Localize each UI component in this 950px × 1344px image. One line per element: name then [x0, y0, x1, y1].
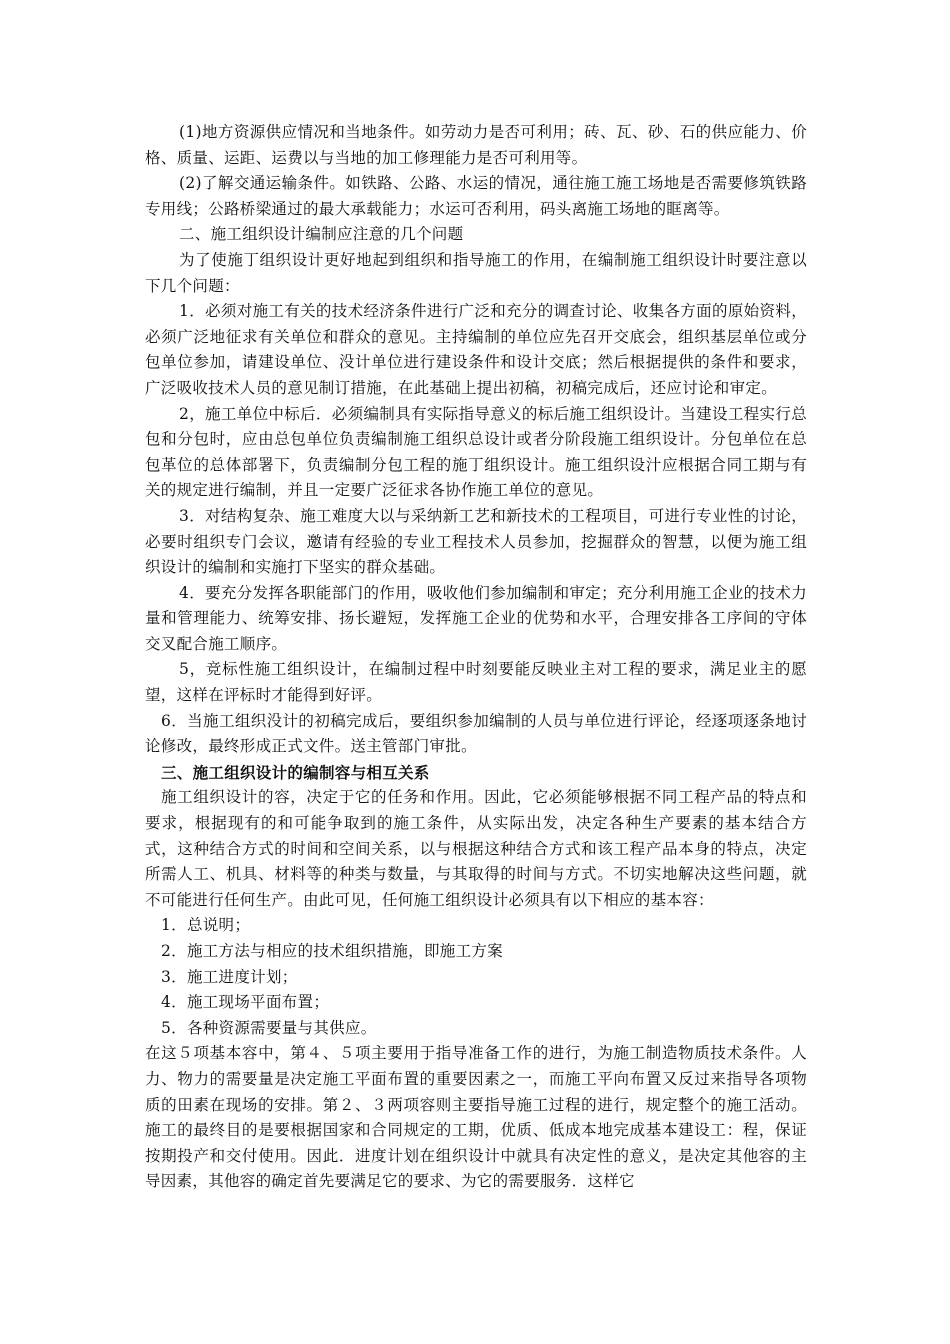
document-page	[145, 120, 807, 1195]
list-item: 4．施工现场平面布置；	[161, 993, 330, 1012]
list-item: 3．施工进度计划；	[161, 967, 298, 986]
paragraph-issue-6: 6．当施工组织没计的初稿完成后，要组织参加编制的人员与单位进行评论，经逐项逐条地讨论修改，最终形成正式文件。送主管部门审批。	[145, 711, 807, 756]
section-heading-3: 三、施工组织设计的编制容与相互关系	[161, 762, 430, 782]
paragraph-resources: (1)地方资源供应情况和当地条件。如劳动力是否可利用；砖、瓦、砂、石的供应能力、价格、质量、运距、运费以与当地的加工修理能力是否可利用等。	[145, 123, 807, 167]
section-heading-2: 二、施工组织设计编制应注意的几个问题	[179, 225, 464, 244]
paragraph-content-intro: 施工组织设计的容，决定于它的任务和作用。因此，它必须能够根据不同工程产品的特点和要求，根据现有的和可能争取到的施工条件，从实际出发，决定各种生产要素的基本结合方式，这种结合方式的时间和空间关系，以与根据这种结合方式和该工程产品本身的特点，决定所需人工、机具、材料等的种类与数量，与其取得的时间与方式。不切实地解决这些问题，就不可能进行任何生产。由此可见，任何施工组织设计必须具有以下相应的基本容：	[145, 788, 807, 909]
paragraph-issue-3: 3．对结构复杂、施工难度大以与采纳新工艺和新技术的工程项目，可进行专业性的讨论，必要时组织专门会议，邀请有经验的专业工程技术人员参加，挖掘群众的智慧，以便为施工组织设计的编制和实施打下坚实的群众基础。	[145, 506, 807, 577]
list-item: 2．施工方法与相应的技术组织措施，即施工方案	[161, 942, 503, 960]
paragraph-relations: 在这５项基本容中，第４、５项主要用于指导准备工作的进行，为施工制造物质技术条件。人力、物力的需要量是决定施工平面布置的重要因素之一，而施工平向布置又反过来指导各项物质的田素在现场的安排。第２、３两项容则主要指导施工过程的进行，规定整个的施工活动。施工的最终目的是要根据国家和合同规定的工期，优质、低成本地完成基本建设工：程，保证按期投产和交付使用。因此．进度计划在组织设计中就具有决定性的意义，是决定其他容的主导因素，其他容的确定首先要满足它的要求、为它的需要服务．这样它	[145, 1044, 807, 1191]
paragraph-issue-5: 5，竞标性施工组织设计，在编制过程中时刻要能反映业主对工程的要求，满足业主的愿望，这样在评标时才能得到好评。	[145, 660, 807, 705]
paragraph-issue-2: 2，施工单位中标后．必须编制具有实际指导意义的标后施工组织设计。当建设工程实行总包和分包时，应由总包单位负责编制施工组织总设计或者分阶段施工组织设计。分包单位在总包革位的总体部署下，负责编制分包工程的施丁组织设计。施工组织设汁应根据合同工期与有关的规定进行编制，并且一定要广泛征求各协作施工单位的意见。	[145, 404, 807, 500]
paragraph-intro-issues: 为了使施丁组织设计更好地起到组织和指导施工的作用，在编制施工组织设计时要注意以下几个问题：	[145, 250, 807, 295]
paragraph-issue-1: 1．必须对施工有关的技术经济条件进行广泛和充分的调查讨论、收集各方面的原始资料，必须广泛地征求有关单位和群众的意见。主持编制的单位应先召开交底会，组织基层单位或分包单位参加，请建设单位、没计单位进行建设条件和设计交底；然后根据提供的条件和要求，广泛吸收技术人员的意见制订措施，在此基础上提出初稿，初稿完成后，还应讨论和审定。	[145, 302, 807, 397]
paragraph-issue-4: 4．要充分发挥各职能部门的作用，吸收他们参加编制和审定；充分利用施工企业的技术力量和管理能力、统筹安排、扬长避短，发挥施工企业的优势和水平，合理安排各工序间的守体交叉配合施工顺序。	[145, 583, 807, 653]
paragraph-transport: (2)了解交通运输条件。如铁路、公路、水运的情况，通往施工施工场地是否需要修筑铁路专用线；公路桥梁通过的最大承载能力；水运可否利用，码头离施工场地的眶离等。	[145, 174, 807, 218]
list-item: 1．总说明；	[161, 916, 251, 935]
list-item: 5．各种资源需要量与其供应。	[161, 1018, 377, 1037]
